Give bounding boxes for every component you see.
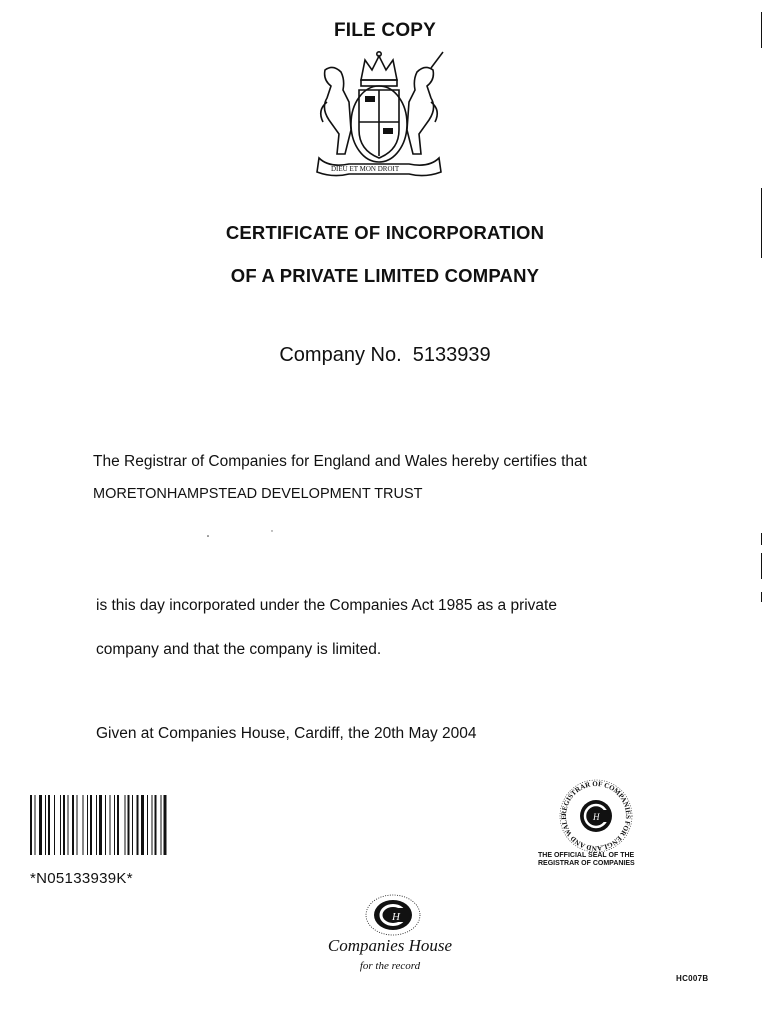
company-number-value: 5133939 [412, 344, 491, 366]
barcode-number: *N05133939K* [30, 870, 133, 887]
seal-caption-line2: REGISTRAR OF COMPANIES [538, 860, 635, 867]
seal-ring-text: REGISTRAR OF COMPANIES FOR ENGLAND AND WALE [559, 779, 633, 853]
scan-edge-mark [761, 533, 762, 545]
given-at-statement: Given at Companies House, Cardiff, the 20th May 2004 [96, 725, 477, 742]
registrar-statement: The Registrar of Companies for England and Wales hereby certifies that [93, 453, 587, 470]
company-number [0, 344, 770, 367]
certificate-title-line2: OF A PRIVATE LIMITED COMPANY [230, 265, 540, 286]
scan-edge-mark [761, 12, 762, 48]
form-code: HC007B [676, 974, 709, 983]
scan-edge-mark [761, 592, 762, 602]
company-name: MORETONHAMPSTEAD DEVELOPMENT TRUST [93, 486, 423, 502]
scan-edge-mark [761, 553, 762, 579]
certificate-title-line1: CERTIFICATE OF INCORPORATION [225, 222, 545, 243]
companies-house-tagline: for the record [359, 960, 421, 972]
barcode-icon [30, 795, 214, 855]
incorporation-line-1: is this day incorporated under the Companies Act 1985 as a private [96, 597, 557, 614]
registrar-seal-icon [549, 776, 643, 856]
companies-house-name: Companies House [327, 936, 453, 955]
incorporation-line-2: company and that the company is limited. [96, 641, 382, 658]
royal-crest-icon [309, 50, 449, 178]
seal-caption [538, 852, 654, 868]
svg-text:H: H [392, 911, 400, 923]
scan-specks [200, 528, 280, 540]
companies-house-logo-icon [363, 893, 423, 937]
file-copy-header: FILE COPY [333, 20, 437, 41]
svg-text:H: H [593, 812, 600, 822]
company-number-label: Company No. [279, 344, 402, 366]
svg-text:DIEU ET MON DROIT: DIEU ET MON DROIT [331, 165, 400, 173]
scan-edge-mark [761, 188, 762, 258]
seal-caption-line1: THE OFFICIAL SEAL OF THE [538, 852, 635, 859]
